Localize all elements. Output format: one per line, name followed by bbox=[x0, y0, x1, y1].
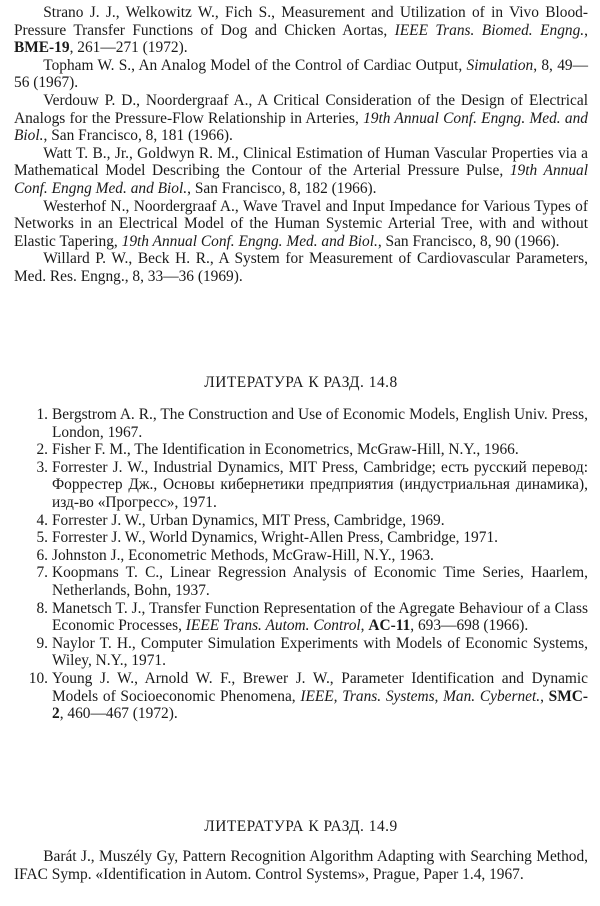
section-heading-14-9: ЛИТЕРАТУРА К РАЗД. 14.9 bbox=[204, 818, 398, 835]
reference-number: 3. bbox=[36, 458, 48, 476]
reference-number: 1. bbox=[36, 406, 48, 423]
reference-number: 6. bbox=[36, 546, 48, 564]
numbered-reference-entry: 10. Young J. W., Arnold W. F., Brewer J. W., Parameter Identification and Dynamic Models of Socioeconomic Phenomena, IEEE, Trans. Systems, Man. Cybernet., SMC-2, 460—467 (1972). bbox=[28, 669, 588, 723]
reference-number: 2. bbox=[36, 441, 48, 459]
section-heading-14-8: ЛИТЕРАТУРА К РАЗД. 14.8 bbox=[204, 374, 398, 391]
reference-entry: Barát J., Muszély Gy, Pattern Recognition Algorithm Adapting with Searching Method, IFAC Symp. «Identification in Autom. Control Systems», Prague, Paper 1.4, 1967. bbox=[14, 848, 588, 883]
numbered-reference-entry: 2. Fisher F. M., The Identification in Econometrics, McGraw-Hill, N.Y., 1966. bbox=[36, 441, 519, 459]
reference-entry: Topham W. S., An Analog Model of the Control of Cardiac Output, Simulation, 8, 49—56 (1967). bbox=[14, 56, 588, 92]
numbered-reference-entry: 7. Koopmans T. C., Linear Regression Analysis of Economic Time Series, Haarlem, Netherlands, Bohn, 1937. bbox=[36, 564, 588, 599]
numbered-reference-entry: 9. Naylor T. H., Computer Simulation Experiments with Models of Economic Systems, Wiley, N.Y., 1971. bbox=[36, 634, 588, 670]
bibliography-page bbox=[14, 0, 588, 906]
numbered-reference-entry: 6. Johnston J., Econometric Methods, McGraw-Hill, N.Y., 1963. bbox=[36, 546, 434, 564]
numbered-reference-entry: 4. Forrester J. W., Urban Dynamics, MIT Press, Cambridge, 1969. bbox=[36, 511, 445, 529]
reference-entry: Willard P. W., Beck H. R., A System for Measurement of Cardiovascular Parameters, Med. Res. Engng., 8, 33—36 (1969). bbox=[14, 250, 588, 285]
numbered-reference-entry: 8. Manetsch T. J., Transfer Function Representation of the Agregate Behaviour of a Class Economic Processes, IEEE Trans. Autom. Control, AC-11, 693—698 (1966). bbox=[36, 599, 588, 635]
numbered-reference-entry: 1. Bergstrom A. R., The Construction and Use of Economic Models, English Univ. Press, London, 1967. bbox=[36, 406, 588, 441]
reference-entry: Verdouw P. D., Noordergraaf A., A Critical Consideration of the Design of Electrical Analogs for the Pressure-Flow Relationship in Arteries, 19th Annual Conf. Engng. Med. and Biol., San Francisco, 8, 181 (1966). bbox=[14, 91, 588, 145]
reference-entry: Westerhof N., Noordergraaf A., Wave Travel and Input Impedance for Various Types of Networks in an Electrical Model of the Human Systemic Arterial Tree, with and without Elastic Tapering, 19th Annual Conf. Engng. Med. and Biol., San Francisco, 8, 90 (1966). bbox=[14, 197, 588, 250]
reference-number: 5. bbox=[36, 529, 48, 547]
reference-number: 8. bbox=[36, 599, 48, 617]
numbered-reference-entry: 3. Forrester J. W., Industrial Dynamics, MIT Press, Cambridge; есть русский перевод: Форрестер Дж., Основы кибернетики предприятия (индустриальная динамика), изд-во «Прогресс», 1971. bbox=[36, 458, 588, 511]
references-section-14-8 bbox=[14, 406, 588, 723]
reference-entry: Watt T. B., Jr., Goldwyn R. M., Clinical Estimation of Human Vascular Properties via a Mathematical Model Describing the Contour of the Arterial Pressure Pulse, 19th Annual Conf. Engng Med. and Biol., San Francisco, 8, 182 (1966). bbox=[14, 144, 588, 197]
reference-number: 7. bbox=[36, 564, 48, 582]
reference-number: 9. bbox=[36, 634, 48, 652]
reference-number: 10. bbox=[28, 669, 48, 687]
numbered-reference-entry: 5. Forrester J. W., World Dynamics, Wright-Allen Press, Cambridge, 1971. bbox=[36, 529, 498, 547]
references-section-14-7-continued bbox=[14, 4, 588, 286]
references-section-14-9 bbox=[14, 848, 588, 883]
reference-entry: Strano J. J., Welkowitz W., Fich S., Measurement and Utilization of in Vivo Blood-Pressure Transfer Functions of Dog and Chicken Aortas, IEEE Trans. Biomed. Engng., BME-19, 261—271 (1972). bbox=[14, 4, 588, 57]
reference-number: 4. bbox=[36, 511, 48, 529]
